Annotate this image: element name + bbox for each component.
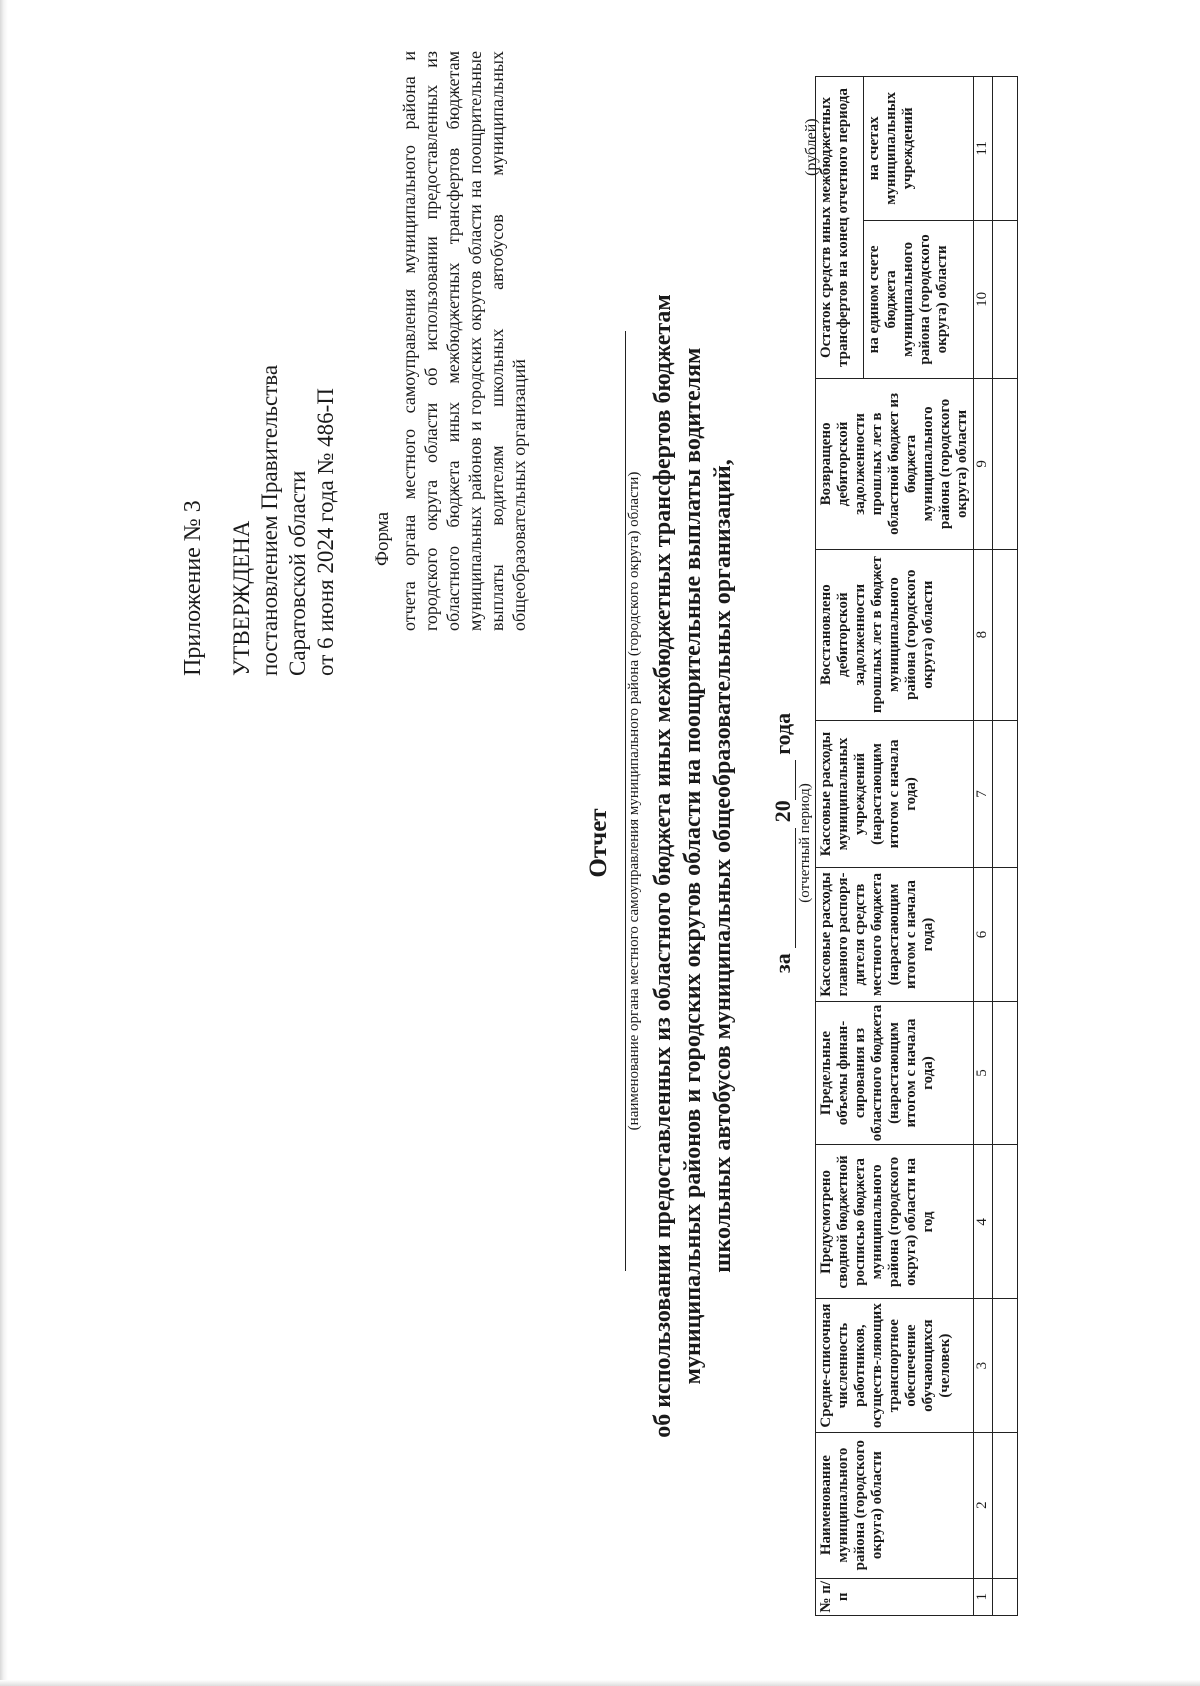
column-number: 3	[974, 1299, 993, 1432]
header-cell: Кассовые расходы муниципальных учреждений (нарастающим итогом с начала года)	[816, 720, 974, 868]
header-cell: Возвращено дебиторской задолженности прошлых лет в областной бюджет из бюджета муниципального района (городского округа) области	[816, 379, 974, 550]
column-number: 9	[974, 379, 993, 550]
table-cell	[993, 1432, 1018, 1578]
header-cell: Предусмотрено сводной бюджетной росписью бюджета муниципального района (городского округа) области на год	[816, 1145, 974, 1299]
form-label: Форма	[372, 511, 393, 566]
table-cell	[993, 1145, 1018, 1299]
period-prefix: за	[770, 953, 795, 974]
column-number-row	[974, 77, 993, 1616]
period-year-blank	[773, 760, 796, 800]
column-number: 4	[974, 1145, 993, 1299]
header-cell: Кассовые расходы главного распоря-дителя средств местного бюджета (нарастающим итогом с начала года)	[816, 868, 974, 1001]
header-cell: Восстановлено дебиторской задолженности прошлых лет в бюджет муниципального района (городского округа) области	[816, 549, 974, 720]
approval-line: Саратовской области	[285, 470, 310, 676]
table-cell	[993, 1001, 1018, 1145]
header-cell: Наименование муниципального района (городского округа) области	[816, 1432, 974, 1578]
header-row	[816, 77, 864, 1616]
column-number: 11	[974, 77, 993, 221]
report-table	[815, 76, 1018, 1616]
table-cell	[993, 1578, 1018, 1615]
header-cell: Средне-списочная численность работников, осуществ-ляющих транспортное обеспечение обучающихся (человек)	[816, 1299, 974, 1432]
table-cell	[993, 379, 1018, 550]
approval-line: от 6 июня 2024 года № 486-П	[313, 388, 338, 676]
subject-line: школьных автобусов муниципальных общеобразовательных организаций,	[710, 459, 736, 1273]
header-cell: на едином счете бюджета муниципального района (городского округа) области	[863, 220, 973, 378]
table-cell	[993, 220, 1018, 378]
period-year-prefix: 20	[770, 800, 795, 823]
appendix-number: Приложение № 3	[180, 500, 206, 676]
approval-line: УТВЕРЖДЕНА	[229, 520, 254, 676]
table-cell	[993, 549, 1018, 720]
approval-block	[228, 365, 340, 676]
report-subject	[648, 116, 738, 1616]
column-number: 5	[974, 1001, 993, 1145]
header-cell: Предельные объемы финан-сирования из областного бюджета (нарастающим итогом с начала года)	[816, 1001, 974, 1145]
form-description: отчета органа местного самоуправления муниципального района и городского округа области об использовании предоставленных из областного бюджета иных межбюджетных трансфертов бюджетам муниципальных районов и городских округов области на поощрительные выплаты водителям школьных автобусов муниципальных общеобразовательных организаций	[399, 51, 529, 631]
period-blank	[773, 828, 796, 948]
table-cell	[993, 868, 1018, 1001]
approval-line: постановлением Правительства	[257, 364, 282, 676]
table-cell	[993, 77, 1018, 221]
unit-label: (рублей)	[803, 118, 820, 176]
period-suffix: года	[770, 712, 795, 755]
table-cell	[993, 1299, 1018, 1432]
header-cell: на счетах муниципальных учреждений	[863, 77, 973, 221]
report-title: Отчет	[585, 808, 612, 878]
column-number: 2	[974, 1432, 993, 1578]
table-row	[993, 77, 1018, 1616]
subject-line: об использовании предоставленных из областного бюджета иных межбюджетных трансфертов бюджетам	[650, 294, 676, 1438]
column-number: 10	[974, 220, 993, 378]
column-number: 1	[974, 1578, 993, 1615]
report-period	[770, 0, 796, 1686]
header-cell: Остаток средств иных межбюджетных трансфертов на конец отчетного периода	[816, 77, 864, 379]
column-number: 8	[974, 549, 993, 720]
column-number: 6	[974, 868, 993, 1001]
period-caption: (отчетный период)	[797, 783, 813, 903]
column-number: 7	[974, 720, 993, 868]
table-cell	[993, 720, 1018, 868]
subject-line: муниципальных районов и городских округов области на поощрительные выплаты водителям	[680, 347, 706, 1385]
header-cell: № п/п	[816, 1578, 974, 1615]
org-name-caption: (наименование органа местного самоуправления муниципального района (городского округа) области)	[626, 471, 642, 1131]
